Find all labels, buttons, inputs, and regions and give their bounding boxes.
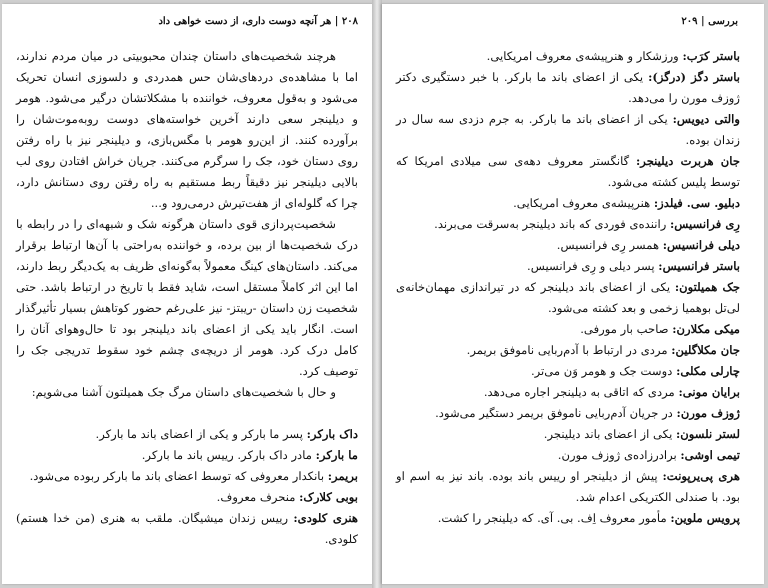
character-name: لستر نلسون: [676,427,740,441]
paragraph-2: شخصیت‌پردازی قوی داستان هرگونه شک و شبهه‌ای را در رابطه با درک شخصیت‌ها از بین برده، و خواننده به‌راحتی با آن‌ها ارتباط برقرار می‌کند. داستان‌های کینگ معمولاً به‌گونه‌ای ظریف به یک‌دیگر ربط دارند، اما این اثر کاملاً مستقل است، شاید فقط با تاریخ در ارتباط باشد. حتی شخصیت زن داستان -ریبتز- نیز علی‌رغم حضور کوتاهش بسیار تأثیرگذار است. انگار باید یکی از اعضای باند دیلینجر بود تا حال‌وهوای آنان را کامل درک کرد. هومر از دریچه‌ی چشم خود سقوط تدریجی جک را توصیف کرد. [16,217,358,378]
character-name: دبلیو. سی. فیلدز: [653,196,740,210]
paragraph-1: هرچند شخصیت‌های داستان چندان محبوبیتی در میان مردم ندارند، اما با مشاهده‌ی دردهای‌شان حس همدردی و دلسوزی انسان تحریک می‌شود و به‌قول معروف، خواننده با مشکلاتشان درگیر می‌شود. هومر و دیلینجر سعی دارند آخرین خواسته‌های دوست روبه‌موت‌شان را برآورده کنند. از این‌رو هومر با مگس‌بازی، و دیلینجر نیز با راه رفتن روی دستان خود، جک را سرگرم می‌کنند. جریان خراش افتادن روی لب بالایی دیلینجر نیز دقیقاً ربط مستقیم به راه رفتن روی دستانش دارد، چرا که گلوله‌ای از هفت‌تیرش درمی‌رود و... [16,49,358,210]
character-desc: مردی در ارتباط با آدم‌ربایی ناموفق بریمر. [466,343,668,357]
character-name: والتی دیویس: [672,112,741,126]
character-desc: پسر دیلی و رِی فرانسیس. [527,259,655,273]
character-desc: مادر داک بارکر. رییس باند ما بارکر. [141,448,312,462]
character-desc: صاحب بار مورفی. [580,322,669,336]
character-entry [396,46,740,67]
character-desc: پسر ما بارکر و یکی از اعضای باند ما بارکر. [95,427,303,441]
character-desc: مأمور معروف اِف. بی. آی. که دیلینجر را کشت. [437,511,667,525]
character-entry [16,466,358,487]
character-entry [396,424,740,445]
character-name: داک بارکر: [306,427,358,441]
character-entry [396,67,740,109]
character-name: برایان مونی: [678,385,740,399]
character-desc: مردی که اتاقی به دیلینجر اجاره می‌دهد. [483,385,675,399]
character-name: پرویس ملوین: [670,511,740,525]
character-desc: پیش از دیلینجر او رییس باند بوده. باند نیز به اسم او بود. با صندلی الکتریکی اعدام شد. [396,469,740,504]
character-entry [396,340,740,361]
character-name: هنری کلودی: [293,511,358,525]
spacer [16,403,358,424]
character-name: دیلی فرانسیس: [662,238,740,252]
character-desc: دوست جک و هومر وَن می‌تر. [530,364,673,378]
character-entry [396,151,740,193]
right-running-header: بررسی | ۲۰۹ [681,16,738,27]
character-name: باستر دگز (درگز): [648,70,741,84]
character-name: جان هربرت دیلینجر: [636,154,740,168]
character-name: میکی مکلارن: [672,322,740,336]
character-desc: هنرپیشه‌ی معروف امریکایی. [513,196,651,210]
character-desc: رییس زندان میشیگان. ملقب به هنری (من خدا هستم) کلودی. [16,511,358,546]
character-entry [396,214,740,235]
character-entry [16,445,358,466]
character-name: باستر فرانسیس: [658,259,740,273]
character-entry [396,319,740,340]
character-entry [396,277,740,319]
left-body [16,46,358,550]
right-body [396,46,740,529]
character-entry [396,445,740,466]
character-name: بریمر: [327,469,358,483]
right-page [382,4,764,584]
character-entry [16,424,358,445]
character-entry [396,508,740,529]
character-name: جک همیلتون: [674,280,741,294]
character-desc: برادرزاده‌ی ژوزف مورن. [557,448,677,462]
character-desc: ورزشکار و هنرپیشه‌ی معروف امریکایی. [486,49,679,63]
character-desc: یکی از اعضای باند دیلینجر. [543,427,673,441]
character-name: ژوزف مورن: [676,406,740,420]
paragraph-3: و حال با شخصیت‌های داستان مرگ جک همیلتون آشنا می‌شویم: [31,385,336,399]
character-entry [396,235,740,256]
left-running-header: ۲۰۸ | هر آنچه دوست داری، از دست خواهی داد [158,16,358,27]
character-entry [396,382,740,403]
character-name: ما بارکر: [315,448,358,462]
character-desc: یکی از اعضای باند ما بارکر. با خبر دستگیری دکتر ژوزف مورن را می‌دهد. [396,70,740,105]
character-entry [16,487,358,508]
character-desc: همسر رِی فرانسیس. [556,238,660,252]
character-name: هری پی‌یرپونت: [662,469,740,483]
character-entry [396,256,740,277]
left-page [2,4,372,584]
character-name: تیمی اوشی: [680,448,740,462]
character-name: بوبی کلارک: [299,490,358,504]
character-entry [396,466,740,508]
character-desc: در جریان آدم‌ربایی ناموفق بریمر دستگیر می‌شود. [435,406,673,420]
character-entry [396,109,740,151]
character-entry [16,508,358,550]
character-desc: راننده‌ی فوردی که باند دیلینجر به‌سرقت می‌برند. [434,217,667,231]
character-desc: یکی از اعضای باند دیلینجر که در تیراندازی مهمان‌خانه‌ی لی‌تل بوهمیا زخمی و بعد کشته می‌شود. [396,280,740,315]
character-desc: بانکدار معروفی که توسط اعضای باند ما بارکر ربوده می‌شود. [29,469,325,483]
character-entry [396,361,740,382]
character-desc: یکی از اعضای باند ما بارکر. به جرم دزدی سه سال در زندان بوده. [396,112,740,147]
character-entry [396,403,740,424]
character-desc: گانگستر معروف دهه‌ی سی میلادی امریکا که توسط پلیس کشته می‌شود. [396,154,740,189]
book-gutter [372,0,382,588]
character-name: چارلی مکلی: [676,364,740,378]
character-entry [396,193,740,214]
character-desc: منحرف معروف. [216,490,296,504]
character-name: جان مکلاگلین: [671,343,740,357]
character-name: باستر کرَب: [682,49,740,63]
character-name: رِی فرانسیس: [670,217,740,231]
